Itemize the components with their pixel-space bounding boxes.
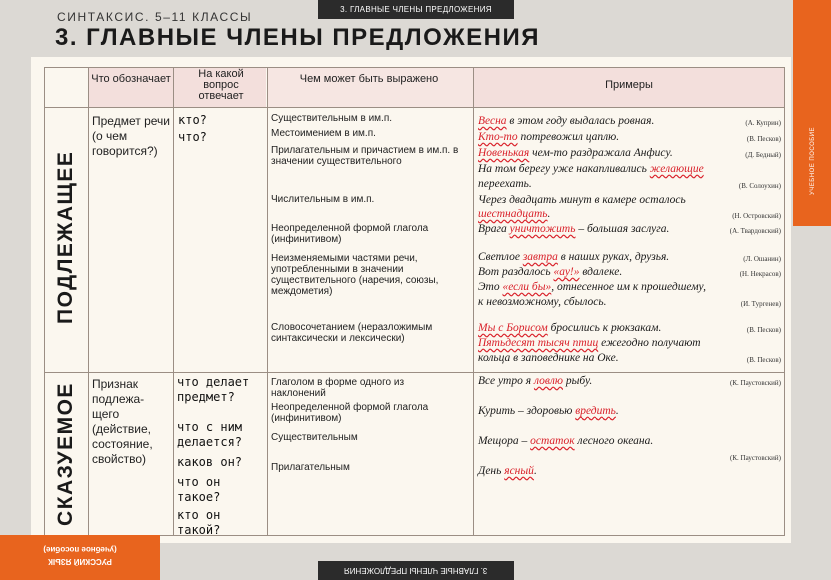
subject-question: кто?	[178, 113, 207, 127]
example-line	[478, 296, 606, 309]
example-line	[478, 163, 704, 176]
example-text: Курить – здоровью	[478, 405, 576, 417]
grid-line	[784, 67, 785, 536]
page-title: 3. ГЛАВНЫЕ ЧЛЕНЫ ПРЕДЛОЖЕНИЯ	[55, 24, 540, 51]
example-text: бросились к рюкзакам.	[547, 322, 662, 334]
grid-line	[173, 67, 174, 536]
highlighted-word: Мы с Борисом	[478, 322, 548, 334]
highlighted-word: ловлю	[533, 375, 563, 387]
example-line	[478, 266, 622, 279]
subject-form: Прилагательным и причастием в им.п. в значении существительного	[271, 145, 459, 167]
predicate-form: Прилагательным	[271, 462, 350, 473]
example-author: (В. Песков)	[746, 356, 781, 364]
subject-form: Словосочетанием (неразложимым синтаксически и лексически)	[271, 322, 433, 344]
example-line	[478, 375, 592, 388]
example-author: (В. Солоухин)	[738, 182, 781, 190]
example-line	[478, 337, 701, 350]
example-text: День	[478, 465, 505, 477]
example-text: Мещора –	[478, 435, 531, 447]
grid-line	[267, 67, 268, 536]
bottom-title-text: 3. ГЛАВНЫЕ ЧЛЕНЫ ПРЕДЛОЖЕНИЯ	[344, 566, 488, 575]
bottom-title-tab	[318, 561, 514, 580]
example-line	[478, 281, 706, 294]
highlighted-word: Кто-то	[478, 131, 518, 143]
example-author: (К. Паустовский)	[730, 454, 781, 462]
example-text: Вот раздалось	[478, 266, 554, 278]
example-line	[478, 251, 669, 264]
example-author: (А. Твардовский)	[729, 227, 781, 235]
side-tab-label: УЧЕБНОЕ ПОСОБИЕ	[810, 126, 816, 195]
example-author: (А. Куприн)	[745, 119, 781, 127]
example-line	[478, 352, 619, 365]
grid-line	[88, 67, 89, 536]
subject-form: Неопределенной формой глагола (инфинитивом)	[271, 223, 429, 245]
example-line	[478, 435, 653, 448]
example-text: Через двадцать минут в камере осталось	[478, 194, 686, 206]
example-line	[478, 223, 669, 236]
example-author: (Л. Ошанин)	[743, 255, 781, 263]
example-author: (Н. Некрасов)	[739, 270, 781, 278]
example-author: (Д. Бедный)	[745, 151, 781, 159]
subject-form: Существительным в им.п.	[271, 113, 393, 124]
bottom-tab-line1: РУССКИЙ ЯЗЫК	[48, 557, 112, 566]
example-text: , отнесенное им к прошедшему,	[551, 281, 706, 293]
example-line	[478, 178, 532, 191]
predicate-question: что с ним делается?	[177, 420, 243, 449]
grid-line	[44, 372, 784, 373]
highlighted-word: вредить	[575, 405, 616, 417]
grid-line	[44, 67, 784, 68]
highlighted-word: «если бы»	[502, 281, 552, 293]
highlighted-word: уничтожить	[509, 223, 576, 235]
example-line	[478, 147, 673, 160]
example-text: переехать.	[478, 178, 532, 190]
predicate-question: что он такое?	[177, 475, 221, 504]
highlighted-word: Новенькая	[478, 147, 530, 159]
highlighted-word: ясный	[504, 465, 534, 477]
bottom-subject-tab	[0, 535, 160, 580]
top-title-tab: 3. ГЛАВНЫЕ ЧЛЕНЫ ПРЕДЛОЖЕНИЯ	[318, 0, 514, 19]
example-text: вдалеке.	[579, 266, 623, 278]
highlighted-word: желающие	[649, 163, 704, 175]
grid-line	[44, 107, 784, 108]
subject-question: что?	[178, 130, 207, 144]
row-label-subject: ПОДЛЕЖАЩЕЕ	[54, 150, 77, 324]
highlighted-word: Пятьдесят тысяч птиц	[478, 337, 599, 349]
subject-form: Местоимением в им.п.	[271, 128, 376, 139]
subject-form: Неизменяемыми частями речи, употребленными в значении существительного (наречия, союзы, междометия)	[271, 253, 439, 297]
example-line	[478, 465, 537, 478]
example-text: Врага	[478, 223, 510, 235]
example-author: (Н. Островский)	[732, 212, 781, 220]
example-text: – большая заслуга.	[575, 223, 670, 235]
example-author: (В. Песков)	[746, 135, 781, 143]
example-line	[478, 194, 686, 207]
example-text: в наших руках, друзья.	[557, 251, 670, 263]
predicate-form: Неопределенной формой глагола (инфинитивом)	[271, 402, 429, 424]
col-header-examples: Примеры	[605, 79, 653, 91]
bottom-tab-line2: (учебное пособие)	[43, 545, 117, 554]
page-subtitle: СИНТАКСИС. 5–11 КЛАССЫ	[57, 10, 253, 24]
example-text: потревожил цаплю.	[517, 131, 620, 143]
predicate-question: что делает предмет?	[177, 375, 250, 404]
example-text: в этом году выдалась ровная.	[506, 115, 655, 127]
example-text: чем-то раздражала Анфису.	[529, 147, 673, 159]
example-text: .	[615, 405, 619, 417]
example-text: Все утро я	[478, 375, 534, 387]
highlighted-word: Весна	[478, 115, 507, 127]
example-line	[478, 115, 654, 128]
example-author: (В. Песков)	[746, 326, 781, 334]
example-text: к невозможному, сбылось.	[478, 296, 607, 308]
example-text: Светлое	[478, 251, 523, 263]
predicate-form: Существительным	[271, 432, 358, 443]
subject-meaning: Предмет речи (о чем говорится?)	[92, 114, 170, 158]
highlighted-word: шестнадцать	[478, 208, 548, 220]
example-line	[478, 405, 619, 418]
highlighted-word: остаток	[530, 435, 575, 447]
example-author: (И. Тургенев)	[740, 300, 781, 308]
grid-line	[473, 67, 474, 536]
grid-line	[44, 67, 45, 536]
example-text: ежегодно получают	[598, 337, 701, 349]
example-line	[478, 322, 661, 335]
col-header-question: На какой вопрос отвечает	[198, 68, 244, 102]
highlighted-word: «ау!»	[553, 266, 580, 278]
example-text: кольца в заповеднике на Оке.	[478, 352, 619, 364]
predicate-question: каков он?	[177, 455, 243, 469]
example-text: На том берегу уже накапливались	[478, 163, 650, 175]
col-header-forms: Чем может быть выражено	[299, 73, 439, 85]
example-text: рыбу.	[563, 375, 593, 387]
example-text: Это	[478, 281, 503, 293]
col-header-meaning: Что обозначает	[91, 73, 171, 85]
syntax-table	[31, 57, 791, 543]
subject-form: Числительным в им.п.	[271, 194, 375, 205]
example-text: лесного океана.	[574, 435, 654, 447]
row-label-predicate: СКАЗУЕМОЕ	[54, 382, 77, 526]
example-author: (К. Паустовский)	[730, 379, 781, 387]
highlighted-word: завтра	[522, 251, 558, 263]
predicate-question: кто он такой?	[177, 508, 221, 537]
example-line	[478, 131, 619, 144]
example-text: .	[547, 208, 551, 220]
predicate-form: Глаголом в форме одного из наклонений	[271, 377, 405, 399]
side-tab	[793, 0, 831, 226]
predicate-meaning: Признак подлежа-щего (действие, состояние, свойство)	[92, 377, 153, 466]
example-line	[478, 208, 550, 221]
example-text: .	[533, 465, 537, 477]
